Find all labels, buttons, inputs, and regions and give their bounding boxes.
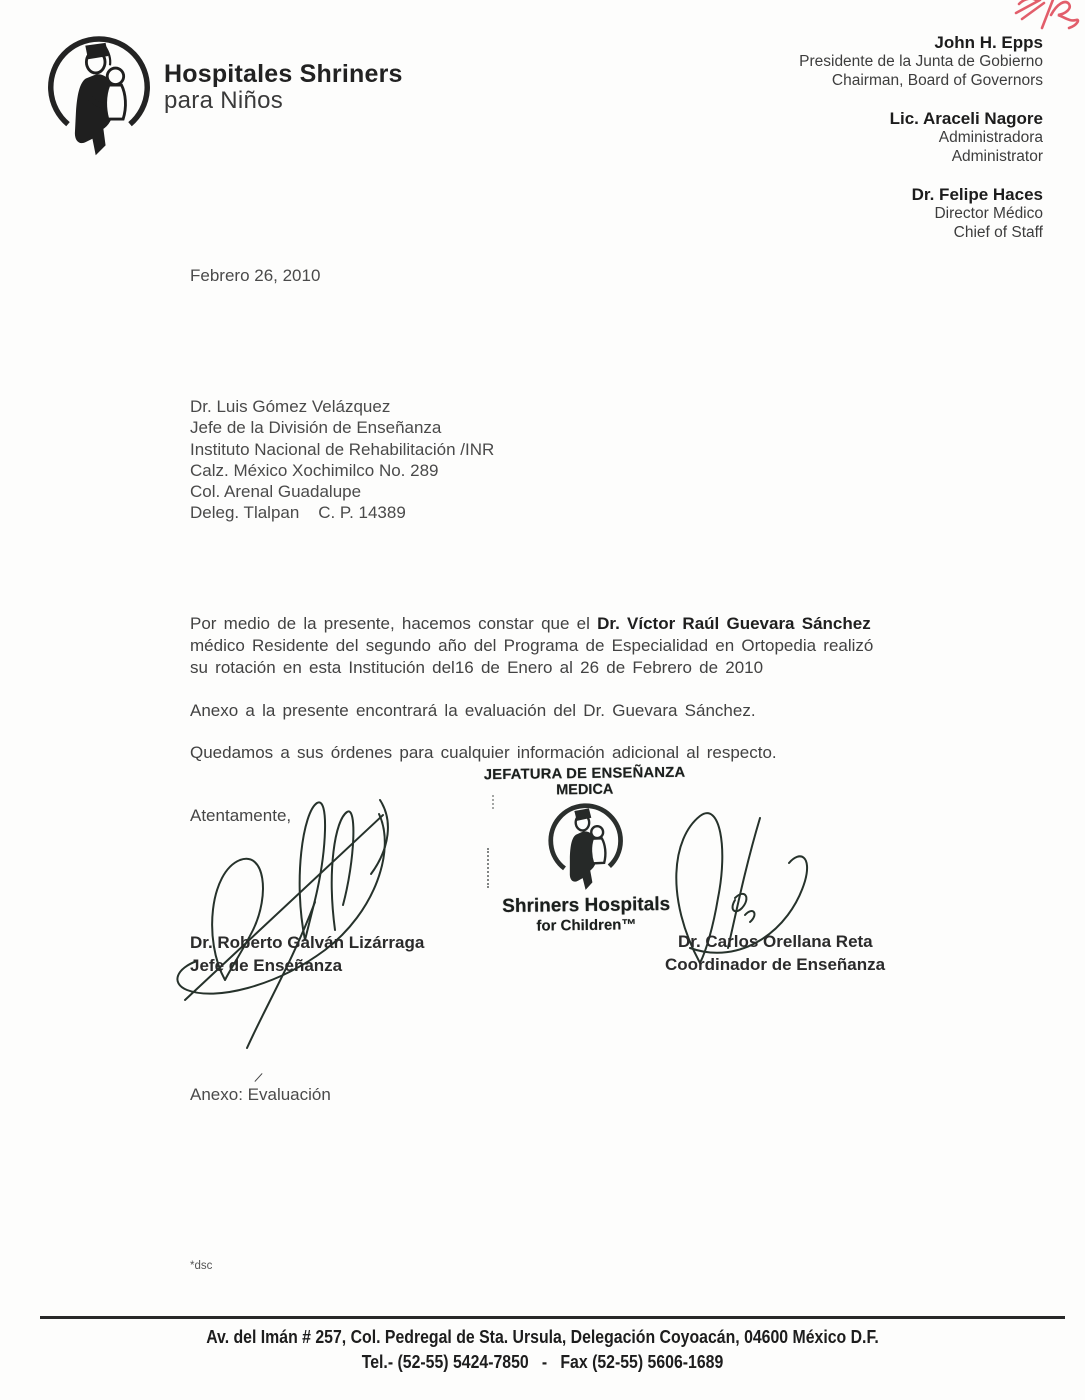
body-paragraph-line3: su rotación en esta Institución del16 de Enero al 26 de Febrero de 2010 bbox=[190, 658, 764, 677]
recipient-address bbox=[190, 396, 494, 524]
body-paragraph-3: Quedamos a sus órdenes para cualquier información adicional al respecto. bbox=[190, 743, 777, 762]
stamp-brand-line2: for Children™ bbox=[536, 916, 637, 935]
recipient-line: Deleg. Tlalpan C. P. 14389 bbox=[190, 503, 406, 523]
handwritten-red-mark bbox=[1010, 0, 1085, 33]
stamp-line2: MEDICA bbox=[556, 781, 614, 799]
officer-chairman bbox=[799, 33, 1043, 90]
resident-name-bold: Dr. Víctor Raúl Guevara Sánchez bbox=[597, 614, 871, 633]
officer-chief-of-staff bbox=[799, 185, 1043, 242]
stamp-line1: JEFATURA DE ENSEÑANZA bbox=[483, 764, 686, 784]
officer-title-en: Chairman, Board of Governors bbox=[831, 71, 1043, 89]
body-paragraph-2: Anexo a la presente encontrará la evaluación del Dr. Guevara Sánchez. bbox=[190, 701, 756, 720]
recipient-line: Col. Arenal Guadalupe bbox=[190, 482, 362, 502]
officers-block bbox=[799, 33, 1043, 261]
footer-rule bbox=[40, 1316, 1065, 1319]
brand-subtitle: para Niños bbox=[164, 87, 284, 114]
signer-right-name: Dr. Carlos Orellana Reta bbox=[678, 932, 873, 951]
officer-name: John H. Epps bbox=[934, 33, 1043, 52]
officer-title-es: Presidente de la Junta de Gobierno bbox=[799, 53, 1043, 70]
footer-address: Av. del Imán # 257, Col. Pedregal de Sta. Ursula, Delegación Coyoacán, 04600 México D.F. bbox=[206, 1327, 879, 1347]
closing-salutation: Atentamente, bbox=[190, 806, 292, 825]
officer-title-en: Chief of Staff bbox=[953, 223, 1043, 241]
annex-note: Anexo: Evaluación bbox=[190, 1085, 331, 1104]
signature-roberto-galvan bbox=[165, 790, 435, 1058]
body-paragraph-line2: médico Residente del segundo año del Programa de Especialidad en Ortopedia realizó bbox=[190, 636, 874, 655]
brand-name: Hospitales Shriners bbox=[164, 60, 403, 88]
recipient-line: Jefe de la División de Enseñanza bbox=[190, 418, 442, 438]
officer-title-es: Administradora bbox=[938, 129, 1043, 146]
officer-title-en: Administrator bbox=[951, 147, 1043, 165]
shriners-logo bbox=[42, 32, 156, 160]
officer-administrator bbox=[799, 109, 1043, 166]
letter-date: Febrero 26, 2010 bbox=[190, 266, 321, 285]
body-text: Por medio de la presente, hacemos constar que el bbox=[190, 614, 598, 633]
typist-initials: *dsc bbox=[190, 1260, 213, 1272]
footer-phone-fax: Tel.- (52-55) 5424-7850 - Fax (52-55) 5606-1689 bbox=[361, 1352, 724, 1372]
shriners-emblem-icon bbox=[42, 32, 156, 160]
officer-title-es: Director Médico bbox=[934, 205, 1043, 222]
recipient-line: Instituto Nacional de Rehabilitación /INR bbox=[190, 439, 495, 459]
stray-pen-mark bbox=[254, 1073, 262, 1082]
signer-left-name: Dr. Roberto Galván Lizárraga bbox=[190, 933, 425, 952]
stamp-ink-artifact bbox=[492, 795, 494, 809]
recipient-line: Calz. México Xochimilco No. 289 bbox=[190, 460, 439, 480]
officer-name: Lic. Araceli Nagore bbox=[889, 109, 1043, 128]
body-paragraph-line1 bbox=[190, 613, 871, 635]
signer-right-title: Coordinador de Enseñanza bbox=[665, 955, 886, 974]
signer-left-title: Jefe de Enseñanza bbox=[190, 956, 343, 975]
stamp-ink-artifact bbox=[487, 848, 489, 888]
stamp-brand-line1: Shriners Hospitals bbox=[502, 893, 671, 918]
recipient-line: Dr. Luis Gómez Velázquez bbox=[190, 397, 391, 416]
officer-name: Dr. Felipe Haces bbox=[911, 185, 1043, 204]
